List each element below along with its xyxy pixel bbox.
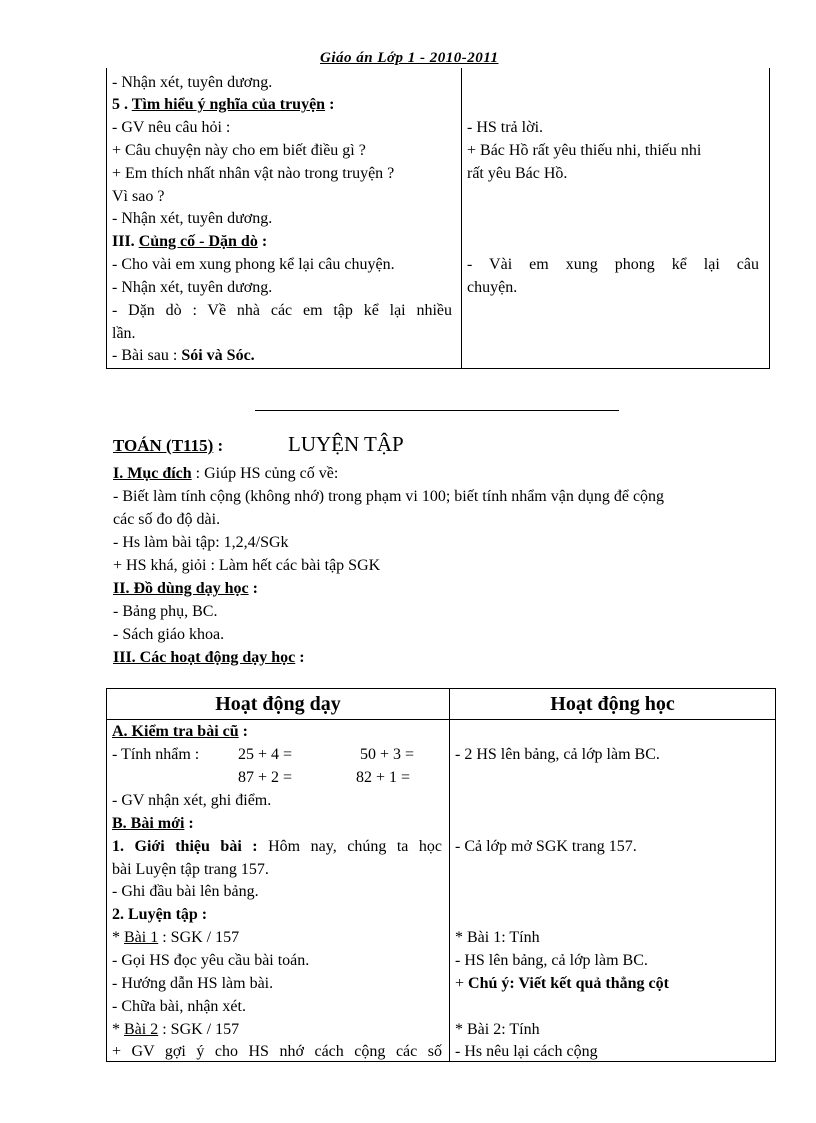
- expression: 82 + 1 =: [356, 769, 411, 786]
- section-heading: III. Củng cố - Dặn dò :: [112, 233, 268, 250]
- right-line: - Hs nêu lại cách cộng: [455, 1043, 598, 1060]
- section-heading: B. Bài mới :: [112, 815, 194, 832]
- calc-label: - Tính nhẩm :: [112, 746, 200, 763]
- right-line: - 2 HS lên bảng, cả lớp làm BC.: [455, 746, 660, 763]
- right-line: * Bài 2: Tính: [455, 1021, 540, 1038]
- left-line: - Cho vài em xung phong kể lại câu chuyện.: [112, 256, 395, 273]
- lesson-title: LUYỆN TẬP: [288, 432, 404, 456]
- left-line: bài Luyện tập trang 157.: [112, 861, 269, 878]
- right-line: chuyện.: [467, 279, 518, 296]
- column-header-teaching: Hoạt động dạy: [215, 693, 341, 715]
- column-header-learning: Hoạt động học: [550, 693, 675, 715]
- page-header: Giáo án Lớp 1 - 2010-2011: [320, 50, 499, 66]
- activities-table: [106, 688, 776, 1062]
- left-line: - Chữa bài, nhận xét.: [112, 998, 246, 1015]
- left-line: - Gọi HS đọc yêu cầu bài toán.: [112, 952, 310, 969]
- column-divider: [461, 68, 462, 368]
- expression: 25 + 4 =: [238, 746, 293, 763]
- left-line: + Em thích nhất nhân vật nào trong truyện ?: [112, 165, 395, 182]
- left-line: - Nhận xét, tuyên dương.: [112, 210, 273, 227]
- column-divider: [449, 689, 450, 1061]
- section-heading: A. Kiểm tra bài cũ :: [112, 723, 248, 740]
- text-line: - Hs làm bài tập: 1,2,4/SGk: [113, 534, 289, 551]
- left-line: - Nhận xét, tuyên dương.: [112, 74, 273, 91]
- lesson-title-row: TOÁN (T115) : LUYỆN TẬP: [113, 432, 404, 456]
- text-line: + HS khá, giỏi : Làm hết các bài tập SGK: [113, 557, 381, 574]
- subject-label: TOÁN (T115): [113, 436, 214, 455]
- right-line: + Bác Hồ rất yêu thiếu nhi, thiếu nhi: [467, 142, 702, 159]
- left-line: Vì sao ?: [112, 188, 165, 205]
- left-line: + Câu chuyện này cho em biết điều gì ?: [112, 142, 366, 159]
- expression: 87 + 2 =: [238, 769, 293, 786]
- right-line: + Chú ý: Viết kết quả thẳng cột: [455, 975, 669, 992]
- left-line: - Nhận xét, tuyên dương.: [112, 279, 273, 296]
- section-heading: 2. Luyện tập :: [112, 906, 208, 923]
- text-line: - Sách giáo khoa.: [113, 626, 225, 643]
- expression: 50 + 3 =: [360, 746, 415, 763]
- exercise-2: * Bài 2 : SGK / 157: [112, 1021, 240, 1038]
- right-line: rất yêu Bác Hồ.: [467, 165, 568, 182]
- section-divider: [255, 410, 619, 411]
- right-line: - Cả lớp mở SGK trang 157.: [455, 838, 637, 855]
- text-line: - Bảng phụ, BC.: [113, 603, 218, 620]
- left-line: - GV nêu câu hỏi :: [112, 119, 231, 136]
- left-line: lần.: [112, 325, 136, 342]
- left-line: 1. Giới thiệu bài : Hôm nay, chúng ta học: [112, 838, 442, 855]
- header-divider: [107, 719, 775, 720]
- right-line: * Bài 1: Tính: [455, 929, 540, 946]
- text-line: - Biết làm tính cộng (không nhớ) trong phạm vi 100; biết tính nhẩm vận dụng để cộng: [113, 488, 665, 505]
- left-line: + GV gợi ý cho HS nhớ cách cộng các số: [112, 1043, 442, 1060]
- section-heading: 5 . Tìm hiểu ý nghĩa của truyện :: [112, 96, 335, 113]
- continuation-table: [106, 68, 770, 369]
- left-line: - Hướng dẫn HS làm bài.: [112, 975, 274, 992]
- left-line: - GV nhận xét, ghi điểm.: [112, 792, 272, 809]
- exercise-1: * Bài 1 : SGK / 157: [112, 929, 240, 946]
- right-line: - Vài em xung phong kể lại câu: [467, 256, 759, 273]
- left-line: - Dặn dò : Về nhà các em tập kể lại nhiều: [112, 302, 452, 319]
- section-activities: III. Các hoạt động dạy học :: [113, 649, 305, 666]
- text-line: các số đo độ dài.: [113, 511, 221, 528]
- left-line: - Bài sau : Sói và Sóc.: [112, 347, 255, 364]
- right-line: - HS trả lời.: [467, 119, 544, 136]
- section-purpose: I. Mục đích : Giúp HS củng cố về:: [113, 465, 339, 482]
- left-line: - Ghi đầu bài lên bảng.: [112, 883, 259, 900]
- right-line: - HS lên bảng, cả lớp làm BC.: [455, 952, 648, 969]
- section-materials: II. Đồ dùng dạy học :: [113, 580, 258, 597]
